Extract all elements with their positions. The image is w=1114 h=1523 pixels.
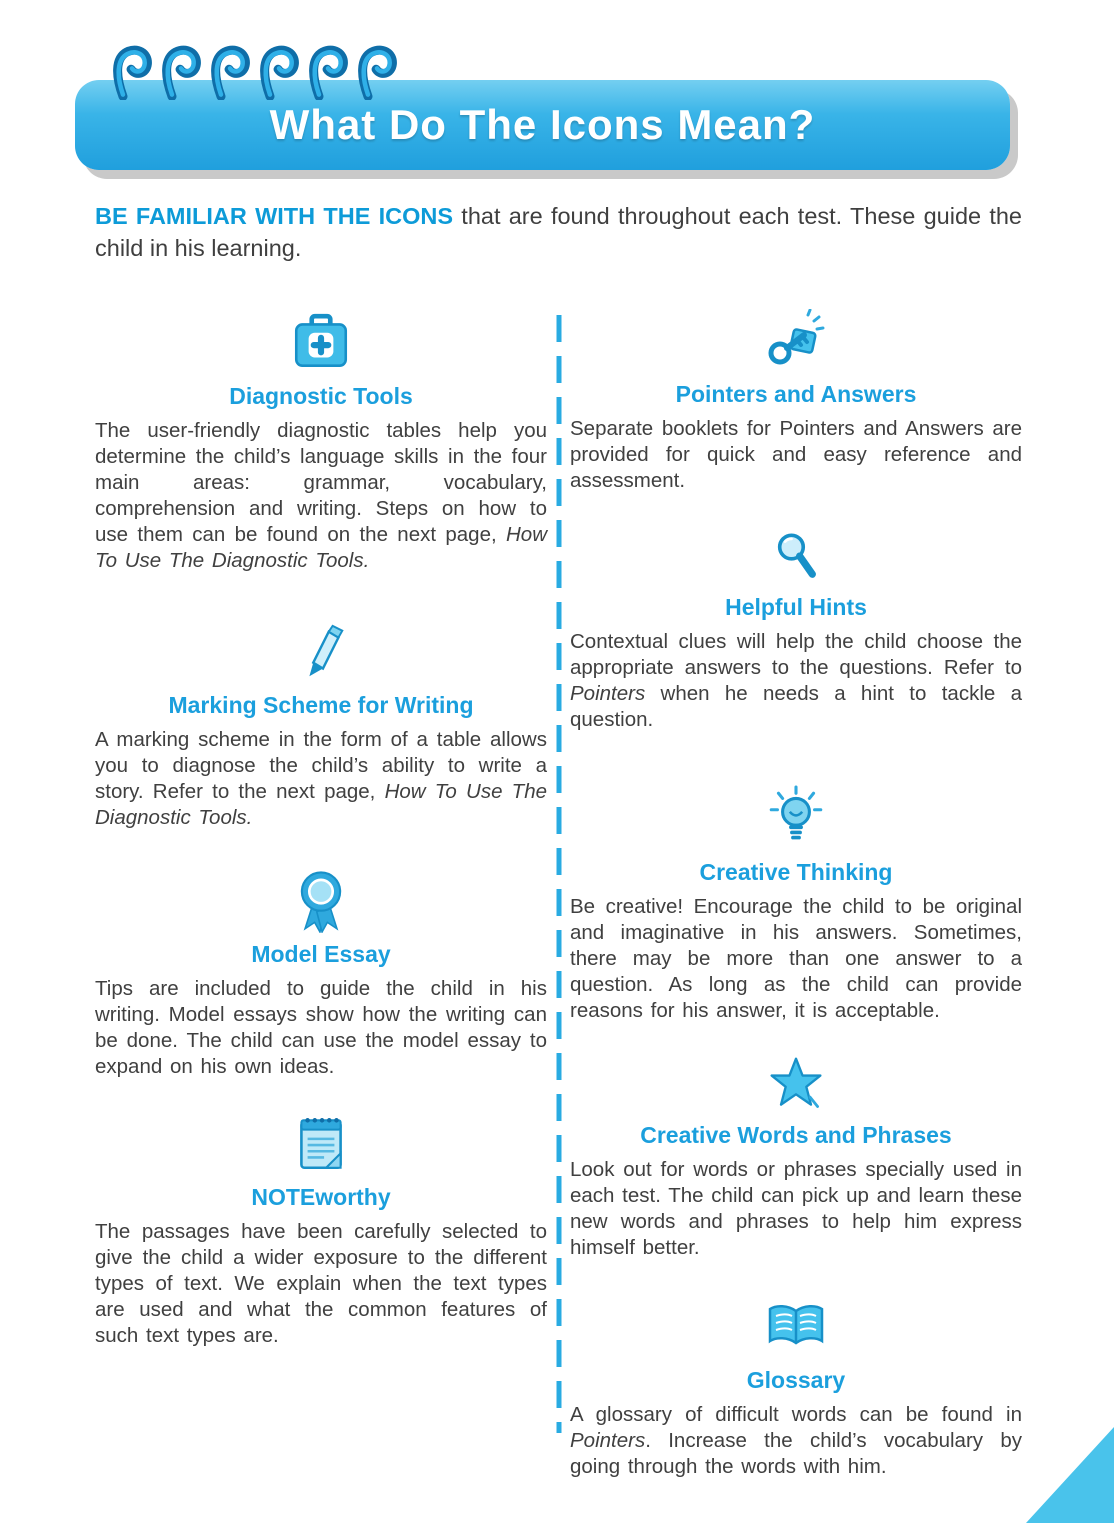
binder-ring-icon [357, 44, 397, 100]
right-column [570, 309, 1022, 1481]
first-aid-kit-icon [288, 309, 354, 375]
section-noteworthy [95, 1110, 547, 1349]
binder-rings [112, 44, 397, 100]
two-column-layout [95, 309, 1022, 1481]
section-body: A glossary of difficult words can be found in Pointers. Increase the child’s vocabulary by going through the words with him. [570, 1403, 1022, 1479]
section-body: Separate booklets for Pointers and Answers are provided for quick and easy reference and assessment. [570, 416, 1022, 492]
section-diagnostic-tools [95, 309, 547, 574]
magnifier-icon [767, 528, 825, 586]
key-unlock-icon [764, 309, 828, 373]
section-creative-words [570, 1054, 1022, 1261]
star-icon [766, 1054, 826, 1114]
left-column [95, 309, 547, 1481]
intro-text [95, 200, 1022, 265]
section-title: Diagnostic Tools [229, 382, 413, 409]
intro-rest: that are found throughout each test. These guide the child in his learning. [95, 203, 1022, 262]
section-title: Pointers and Answers [675, 380, 917, 407]
section-title: Creative Words and Phrases [640, 1122, 952, 1149]
section-marking-scheme [95, 622, 547, 831]
binder-ring-icon [308, 44, 348, 100]
lightbulb-icon [763, 785, 829, 851]
corner-decoration [1026, 1427, 1114, 1523]
header [0, 0, 1114, 170]
section-title: NOTEworthy [251, 1184, 391, 1211]
binder-ring-icon [112, 44, 152, 100]
binder-ring-icon [259, 44, 299, 100]
binder-ring-icon [161, 44, 201, 100]
section-creative-thinking [570, 785, 1022, 1024]
column-divider [556, 315, 561, 1433]
section-title: Creative Thinking [699, 859, 893, 886]
section-title: Helpful Hints [725, 593, 867, 620]
section-title: Glossary [746, 1367, 846, 1394]
open-book-icon [764, 1295, 828, 1359]
section-body: The user-friendly diagnostic tables help you determine the child’s language skills in the four main areas: grammar, vocabulary, comprehension and writing. Steps on how to use them can be found on the next page, How To Use The Diagnostic Tools. [95, 418, 547, 572]
section-body: Tips are included to guide the child in his writing. Model essays show how the writing can be done. The child can use the model essay to expand on his own ideas. [95, 977, 547, 1079]
section-pointers-answers [570, 309, 1022, 494]
ribbon-award-icon [287, 865, 355, 933]
pencil-icon [290, 622, 352, 684]
notepad-icon [288, 1110, 354, 1176]
section-glossary [570, 1295, 1022, 1480]
section-body: A marking scheme in the form of a table allows you to diagnose the child’s ability to write a story. Refer to the next page, How To Use The Diagnostic Tools. [95, 728, 548, 830]
binder-ring-icon [210, 44, 250, 100]
section-body: Look out for words or phrases specially used in each test. The child can pick up and learn these new words and phrases to help him express himself better. [570, 1158, 1022, 1260]
section-body: The passages have been carefully selected to give the child a wider exposure to the different types of text. We explain when the text types are used and what the common features of such text types are. [95, 1220, 547, 1348]
page-title: What Do The Icons Mean? [269, 101, 816, 148]
section-model-essay [95, 865, 547, 1080]
section-title: Model Essay [251, 941, 391, 968]
section-title: Marking Scheme for Writing [168, 692, 474, 719]
intro-highlight: BE FAMILIAR WITH THE ICONS [95, 203, 454, 229]
section-helpful-hints [570, 528, 1022, 733]
section-body: Be creative! Encourage the child to be original and imaginative in his answers. Sometimes, there may be more than one answer to a question. As long as the child can provide reasons for his answer, it is acceptable. [570, 895, 1022, 1023]
section-body: Contextual clues will help the child choose the appropriate answers to the questions. Refer to Pointers when he needs a hint to tackle a question. [570, 629, 1022, 732]
